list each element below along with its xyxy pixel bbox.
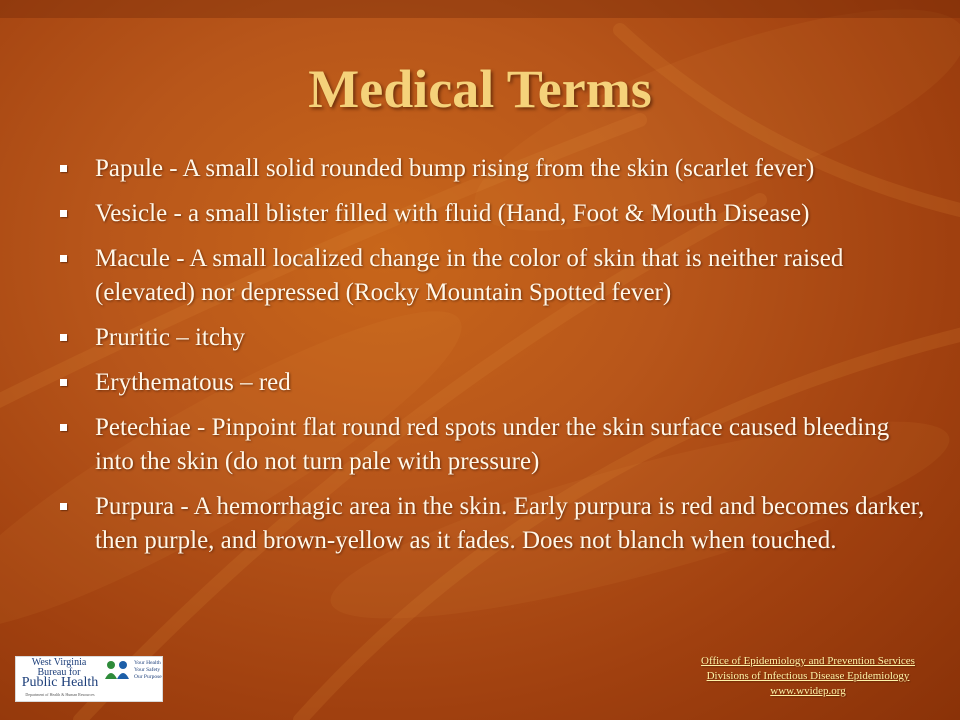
square-bullet-icon [60,210,67,217]
tagline-line: Your Safety [134,667,161,673]
bullet-vesicle [56,197,926,231]
slide-title: Medical Terms [308,59,652,119]
wv-public-health-logo [15,656,163,702]
website-link[interactable]: www.wvidep.org [770,685,846,697]
square-bullet-icon [60,255,67,262]
square-bullet-icon [60,165,67,172]
bullet-text: Pruritic – itchy [95,324,245,351]
bullet-pruritic [56,321,926,355]
people-mark-icon [103,659,131,681]
logo-line-1: West Virginia Bureau for [31,657,87,678]
square-bullet-icon [60,424,67,431]
logo-line-3: Department of Health & Human Resources [25,692,95,697]
tagline-line: Your Health [134,660,161,666]
bullet-petechiae [56,411,926,479]
bullet-macule [56,242,926,310]
bullet-text: Papule - A small solid rounded bump rising from the skin (scarlet fever) [95,155,815,182]
logo-line-2: Public Health [21,675,99,690]
square-bullet-icon [60,503,67,510]
tagline-line: Our Purpose [134,674,162,680]
logo-tagline [134,660,162,681]
bullet-text: Purpura - A hemorrhagic area in the skin. Early purpura is red and becomes darker, then purple, and brown-yellow as it fades. Does not blanch when touched. [95,493,925,554]
bullet-papule [56,152,926,186]
divisions-link[interactable]: Divisions of Infectious Disease Epidemiology [706,670,910,682]
bullet-text: Vesicle - a small blister filled with fluid (Hand, Foot & Mouth Disease) [95,200,810,227]
bullet-text: Petechiae - Pinpoint flat round red spots under the skin surface caused bleeding into the skin (do not turn pale with pressure) [95,414,890,475]
square-bullet-icon [60,334,67,341]
square-bullet-icon [60,379,67,386]
footer-links [660,654,956,699]
bullet-purpura [56,490,926,558]
bullet-text: Macule - A small localized change in the color of skin that is neither raised (elevated) nor depressed (Rocky Mountain Spotted fever) [95,245,844,306]
bullet-erythematous [56,366,926,400]
bullet-text: Erythematous – red [95,369,291,396]
bullet-list [56,152,926,569]
office-link[interactable]: Office of Epidemiology and Prevention Services [701,655,915,667]
